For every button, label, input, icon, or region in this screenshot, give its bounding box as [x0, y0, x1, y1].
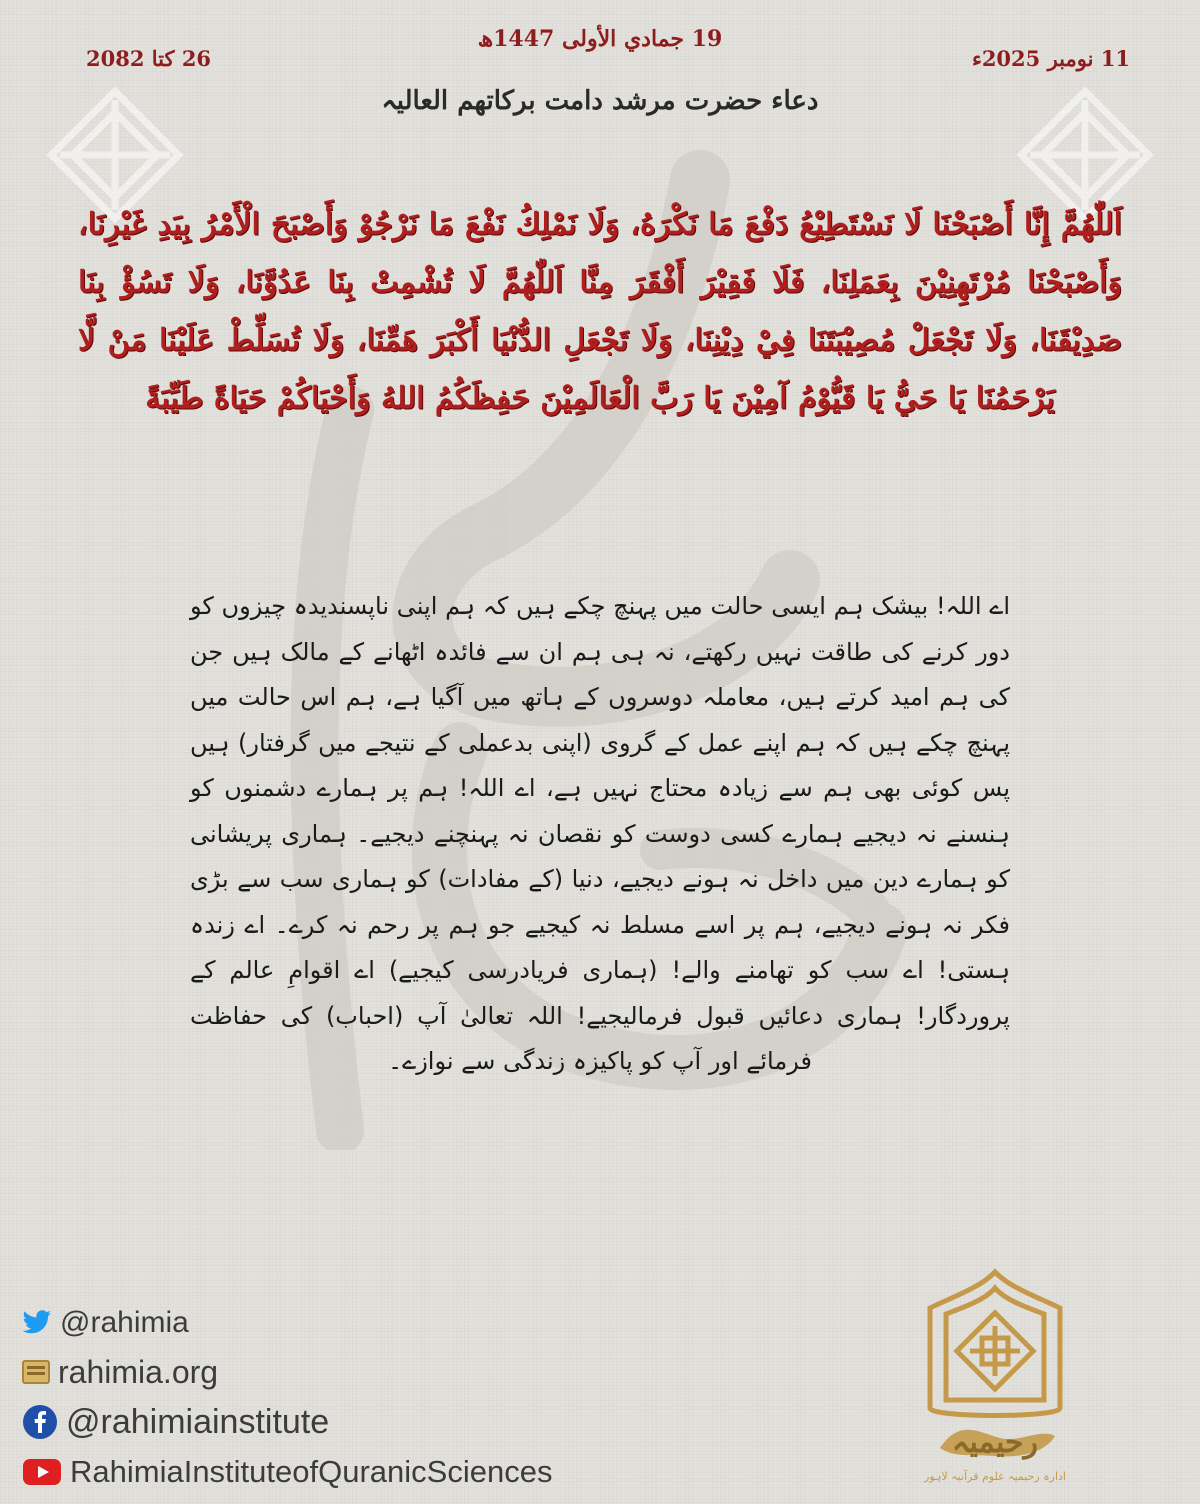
twitter-handle: @rahimia [60, 1306, 189, 1339]
facebook-icon [22, 1404, 58, 1440]
social-links [22, 1308, 552, 1504]
bikrami-date: 26 کتا 2082 [86, 46, 212, 71]
facebook-link[interactable] [22, 1404, 552, 1440]
website-url: rahimia.org [58, 1353, 219, 1390]
twitter-link[interactable] [22, 1308, 552, 1338]
website-link[interactable] [22, 1354, 552, 1390]
logo-subtitle: ادارہ رحیمیہ علوم قرآنیہ لاہور [924, 1470, 1066, 1483]
urdu-translation: اے اللہ! بیشک ہم ایسی حالت میں پہنچ چکے ہیں کہ ہم اپنی ناپسندیدہ چیزوں کو دور کرنے کی طاقت نہیں رکھتے، نہ ہی ہم ان سے فائدہ اٹھانے کے مالک ہیں جن کی ہم امید کرتے ہیں، معاملہ دوسروں کے ہاتھ میں آگیا ہے، ہم اس حالت میں پہنچ چکے ہیں کہ ہم اپنے عمل کے گروی (اپنی بدعملی کے نتیجے میں گرفتار) ہیں پس کوئی بھی ہم سے زیادہ محتاج نہیں ہے، اے اللہ! ہم پر ہمارے دشمنوں کو ہنسنے نہ دیجیے ہمارے کسی دوست کو نقصان نہ پہنچنے دیجیے۔ ہماری پریشانی کو ہمارے دین میں داخل نہ ہونے دیجیے، دنیا (کے مفادات) کو ہماری سب سے بڑی فکر نہ ہونے دیجیے، ہم پر اسے مسلط نہ کیجیے جو ہم پر رحم نہ کرے۔ اے زندہ ہستی! اے سب کو تھامنے والے! (ہماری فریادرسی کیجیے) اے اقوامِ عالم کے پروردگار! ہماری دعائیں قبول فرمالیجیے! اللہ تعالیٰ آپ (احباب) کی حفاظت فرمائے اور آپ کو پاکیزہ زندگی سے نوازے۔ [190, 592, 1010, 1075]
page-title: دعاء حضرت مرشد دامت برکاتھم العالیہ [381, 86, 819, 116]
youtube-channel: RahimiaInstituteofQuranicSciences [70, 1454, 553, 1489]
web-icon [22, 1360, 50, 1384]
youtube-link[interactable] [22, 1454, 552, 1490]
logo-name: رحیمیہ [951, 1425, 1039, 1460]
facebook-handle: @rahimiainstitute [66, 1402, 330, 1441]
rahimia-logo [910, 1268, 1080, 1490]
gregorian-date: 11 نومبر 2025ء [971, 46, 1130, 71]
twitter-bird-icon [22, 1310, 52, 1336]
hijri-date: 19 جمادي الأولى 1447ھ [477, 26, 723, 52]
arabic-dua: اَللّٰهُمَّ إِنَّا أَصْبَحْنَا لَا نَسْتَطِيْعُ دَفْعَ مَا نَكْرَهُ، وَلَا نَمْلِكُ نَفْعَ مَا نَرْجُوْ وَأَصْبَحَ الْأَمْرُ بِيَدِ غَيْرِنَا، وَأَصْبَحْنَا مُرْتَهِنِيْنَ بِعَمَلِنَا، فَلَا فَقِيْرَ أَفْقَرَ مِنَّا اَللّٰهُمَّ لَا تُشْمِتْ بِنَا عَدُوَّنَا، وَلَا تَسُؤْ بِنَا صَدِيْقَنَا، وَلَا تَجْعَلْ مُصِيْبَتَنَا فِيْ دِيْنِنَا، وَلَا تَجْعَلِ الدُّنْيَا أَكْبَرَ هَمِّنَا، وَلَا تُسَلِّطْ عَلَيْنَا مَنْ لَّا يَرْحَمُنَا يَا حَيُّ يَا قَيُّوْمُ آمِيْنَ يَا رَبَّ الْعَالَمِيْنَ حَفِظَكُمُ اللهُ وَأَحْيَاكُمْ حَيَاةً طَيِّبَةً [78, 207, 1122, 416]
youtube-icon [22, 1458, 62, 1486]
